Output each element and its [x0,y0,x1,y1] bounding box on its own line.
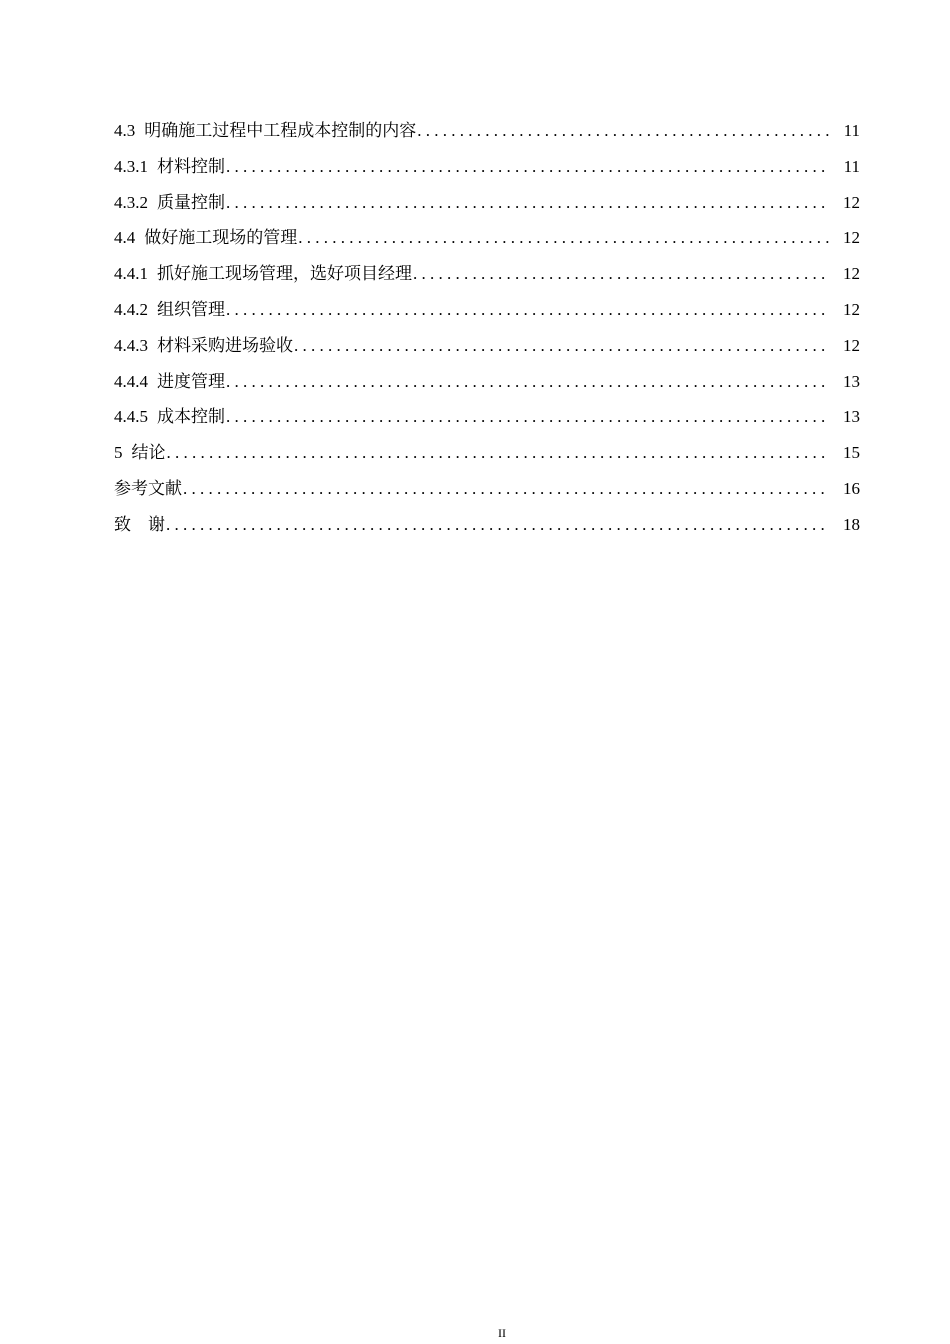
toc-entry-page: 13 [843,371,860,391]
toc-entry-title: 材料采购进场验收 [157,335,293,355]
dot-leader [225,292,830,328]
dot-leader [182,471,830,507]
toc-entry-title: 进度管理 [157,371,225,391]
toc-entry[interactable] [114,292,860,328]
toc-entry[interactable] [114,113,860,149]
dot-leader [225,364,830,400]
toc-entry-page: 12 [843,192,860,212]
toc-entry-number: 4.4.1 [114,264,148,284]
toc-entry-page: 15 [843,443,860,463]
toc-entry-title: 明确施工过程中工程成本控制的内容 [144,121,417,140]
toc-entry-title: 做好施工现场的管理 [144,228,298,248]
toc-entry[interactable] [114,185,860,221]
dot-leader [297,220,830,256]
toc-entry-title: 参考文献 [114,478,182,498]
toc-entry-title: 组织管理 [157,299,225,319]
toc-entry-title: 结论 [131,443,166,463]
toc-entry[interactable] [114,149,860,185]
toc-entry-title: 致 谢 [114,514,165,534]
toc-entry-number: 4.4 [114,228,136,248]
dot-leader [225,185,830,221]
toc-entry-page: 13 [843,407,860,427]
toc-entry-page: 16 [843,478,860,498]
toc-entry[interactable] [114,220,860,256]
toc-entry-number: 4.3.1 [114,156,148,176]
toc-entry[interactable] [114,507,860,543]
toc-entry-number: 4.4.3 [114,335,148,355]
toc-entry-number: 4.4.2 [114,299,148,319]
toc-entry-page: 12 [843,335,860,355]
toc-entry[interactable] [114,399,860,435]
dot-leader [225,399,830,435]
dot-leader [412,256,830,292]
toc-entry-number: 4.4.4 [114,371,148,391]
toc-entry-title: 质量控制 [157,192,225,212]
table-of-contents [114,113,860,543]
dot-leader [165,507,830,543]
toc-entry[interactable] [114,471,860,507]
toc-entry-number: 4.4.5 [114,407,148,427]
dot-leader [225,149,830,185]
toc-entry[interactable] [114,328,860,364]
toc-entry[interactable] [114,435,860,471]
page-number: II [498,1326,506,1340]
dot-leader [166,435,831,471]
toc-entry-title: 抓好施工现场管理，选好项目经理 [157,264,412,284]
toc-entry-page: 18 [843,514,860,534]
toc-entry-page: 11 [843,121,860,140]
toc-entry-number: 5 [114,443,123,463]
toc-entry[interactable] [114,364,860,400]
toc-entry-title: 成本控制 [157,407,225,427]
toc-entry-page: 12 [843,264,860,284]
toc-entry-title: 材料控制 [157,156,225,176]
toc-entry-number: 4.3 [114,121,136,140]
dot-leader [293,328,830,364]
toc-entry-page: 11 [843,156,860,176]
toc-entry[interactable] [114,256,860,292]
dot-leader [416,113,830,149]
toc-entry-page: 12 [843,299,860,319]
toc-entry-page: 12 [843,228,860,248]
toc-entry-number: 4.3.2 [114,192,148,212]
